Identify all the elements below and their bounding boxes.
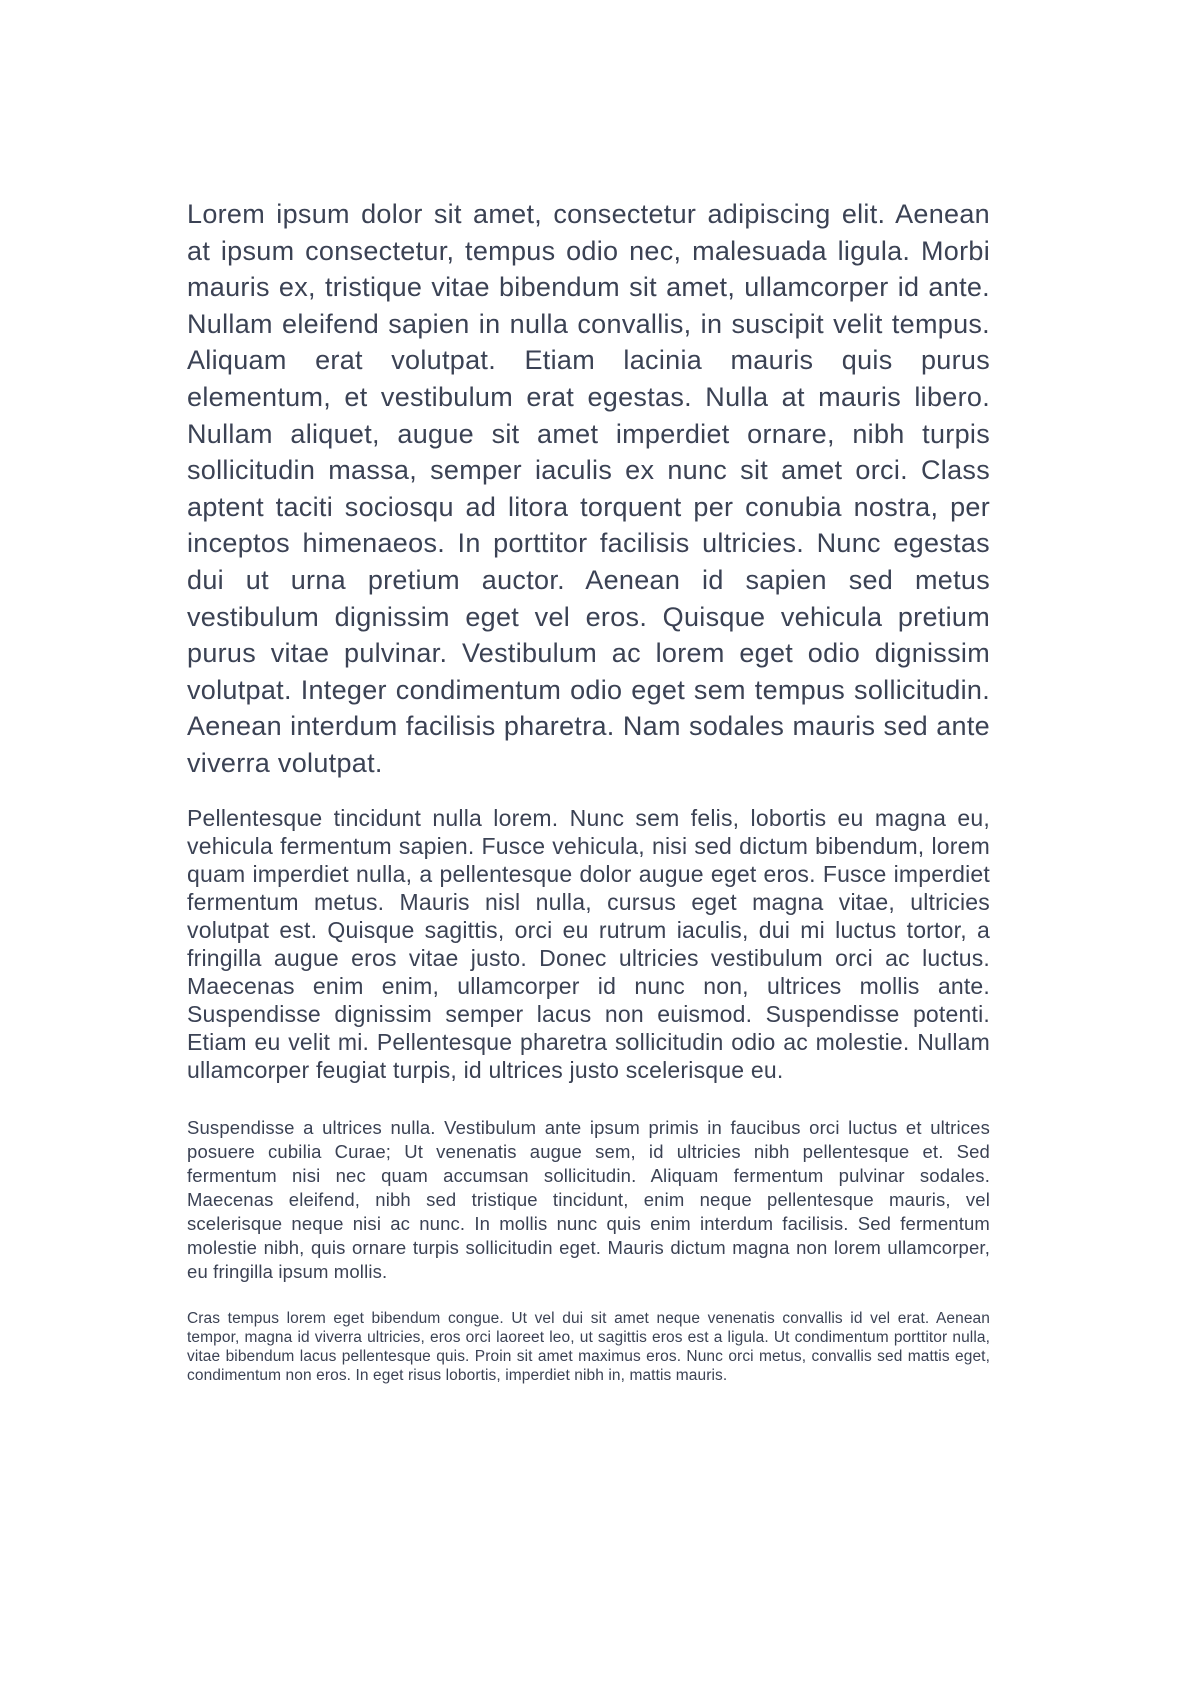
paragraph-2: Pellentesque tincidunt nulla lorem. Nunc sem felis, lobortis eu magna eu, vehicula fermentum sapien. Fusce vehicula, nisi sed dictum bibendum, lorem quam imperdiet nulla, a pellentesque dolor augue eget eros. Fusce imperdiet fermentum metus. Mauris nisl nulla, cursus eget magna vitae, ultricies volutpat est. Quisque sagittis, orci eu rutrum iaculis, dui mi luctus tortor, a fringilla augue eros vitae justo. Donec ultricies vestibulum orci ac luctus. Maecenas enim enim, ullamcorper id nunc non, ultrices mollis ante. Suspendisse dignissim semper lacus non euismod. Suspendisse potenti. Etiam eu velit mi. Pellentesque pharetra sollicitudin odio ac molestie. Nullam ullamcorper feugiat turpis, id ultrices justo scelerisque eu. [187, 804, 990, 1083]
paragraph-1: Lorem ipsum dolor sit amet, consectetur adipiscing elit. Aenean at ipsum consectetur, tempus odio nec, malesuada ligula. Morbi mauris ex, tristique vitae bibendum sit amet, ullamcorper id ante. Nullam eleifend sapien in nulla convallis, in suscipit velit tempus. Aliquam erat volutpat. Etiam lacinia mauris quis purus elementum, et vestibulum erat egestas. Nulla at mauris libero. Nullam aliquet, augue sit amet imperdiet ornare, nibh turpis sollicitudin massa, semper iaculis ex nunc sit amet orci. Class aptent taciti sociosqu ad litora torquent per conubia nostra, per inceptos himenaeos. In porttitor facilisis ultricies. Nunc egestas dui ut urna pretium auctor. Aenean id sapien sed metus vestibulum dignissim eget vel eros. Quisque vehicula pretium purus vitae pulvinar. Vestibulum ac lorem eget odio dignissim volutpat. Integer condimentum odio eget sem tempus sollicitudin. Aenean interdum facilisis pharetra. Nam sodales mauris sed ante viverra volutpat. [187, 199, 990, 778]
document-page [187, 0, 990, 1385]
paragraph-3: Suspendisse a ultrices nulla. Vestibulum ante ipsum primis in faucibus orci luctus et ultrices posuere cubilia Curae; Ut venenatis augue sem, id ultricies nibh pellentesque et. Sed fermentum nisi nec quam accumsan sollicitudin. Aliquam fermentum pulvinar sodales. Maecenas eleifend, nibh sed tristique tincidunt, enim neque pellentesque mauris, vel scelerisque neque nisi ac nunc. In mollis nunc quis enim interdum facilisis. Sed fermentum molestie nibh, quis ornare turpis sollicitudin eget. Mauris dictum magna non lorem ullamcorper, eu fringilla ipsum mollis. [187, 1116, 990, 1282]
paragraph-4: Cras tempus lorem eget bibendum congue. Ut vel dui sit amet neque venenatis convallis id vel erat. Aenean tempor, magna id viverra ultricies, eros orci laoreet leo, ut sagittis eros est a ligula. Ut condimentum porttitor nulla, vitae bibendum lacus pellentesque quis. Proin sit amet maximus eros. Nunc orci metus, convallis sed mattis eget, condimentum non eros. In eget risus lobortis, imperdiet nibh in, mattis mauris. [187, 1309, 990, 1384]
